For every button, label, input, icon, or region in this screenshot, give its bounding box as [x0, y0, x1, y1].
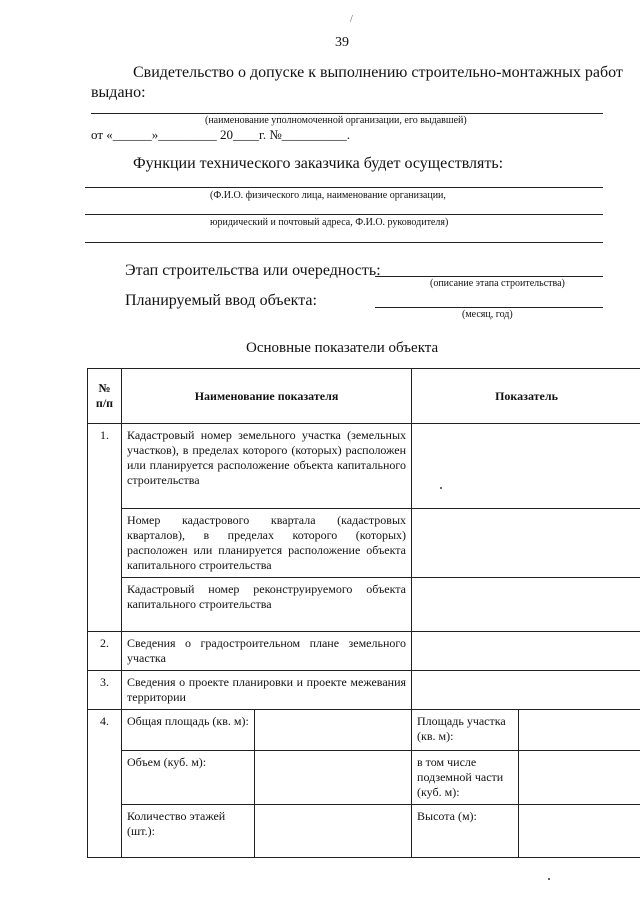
table-row — [88, 710, 640, 751]
row-value-cell — [412, 509, 640, 578]
customer-caption-1: (Ф.И.О. физического лица, наименование организации, — [210, 190, 446, 201]
row-label: Сведения о градостроительном плане земельного участка — [122, 632, 412, 671]
commission-label: Планируемый ввод объекта: — [125, 292, 317, 309]
pair-right-label: в том числе подземной части (куб. м): — [412, 751, 519, 805]
scan-speck — [440, 487, 442, 489]
commission-line — [375, 307, 603, 308]
commission-caption: (месяц, год) — [462, 309, 513, 320]
row-num: 3. — [88, 671, 122, 710]
permit-issued-label: выдано: — [91, 84, 146, 101]
permit-org-caption: (наименование уполномоченной организации, его выдавшей) — [205, 115, 467, 126]
table-row — [88, 578, 640, 632]
customer-line-2 — [85, 214, 603, 215]
pair-left-label: Общая площадь (кв. м): — [122, 710, 255, 751]
pair-left-label: Объем (куб. м): — [122, 751, 255, 805]
row-label: Кадастровый номер земельного участка (земельных участков), в пределах которого (которых) расположен или планируется расположение объекта капитального строительства — [122, 424, 412, 509]
row-label: Сведения о проекте планировки и проекте межевания территории — [122, 671, 412, 710]
customer-caption-2: юридический и почтовый адреса, Ф.И.О. руководителя) — [210, 217, 449, 228]
pair-right-label: Высота (м): — [412, 805, 519, 858]
permit-title: Свидетельство о допуске к выполнению строительно-монтажных работ — [133, 64, 623, 81]
stage-line — [375, 276, 603, 277]
row-value-cell — [412, 424, 640, 509]
customer-title: Функции технического заказчика будет осуществлять: — [133, 155, 504, 172]
pair-left-label: Количество этажей (шт.): — [122, 805, 255, 858]
row-num: 2. — [88, 632, 122, 671]
scan-speck — [548, 878, 550, 880]
stage-label: Этап строительства или очередность: — [125, 262, 381, 279]
row-value-cell — [412, 671, 640, 710]
pair-right-value — [519, 805, 640, 858]
header-num: № п/п — [88, 369, 122, 424]
indicators-table — [87, 368, 640, 858]
table-row — [88, 632, 640, 671]
header-name: Наименование показателя — [122, 369, 412, 424]
table-row — [88, 424, 640, 509]
row-num: 1. — [88, 424, 122, 632]
pair-right-value — [519, 751, 640, 805]
customer-line-3 — [85, 242, 603, 243]
page-number: 39 — [335, 35, 349, 50]
row-num: 4. — [88, 710, 122, 858]
indicators-title: Основные показатели объекта — [246, 340, 439, 356]
permit-date-line: от «______»_________ 20____г. №__________. — [91, 127, 351, 142]
stage-caption: (описание этапа строительства) — [430, 278, 565, 289]
row-value-cell — [412, 578, 640, 632]
table-row — [88, 805, 640, 858]
row-label: Номер кадастрового квартала (кадастровых кварталов), в пределах которого (которых) расположен или планируется расположение объекта капитального строительства — [122, 509, 412, 578]
pair-left-value — [255, 751, 412, 805]
page-mark: / — [350, 14, 353, 25]
table-header-row — [88, 369, 640, 424]
header-value: Показатель — [412, 369, 640, 424]
table-row — [88, 671, 640, 710]
row-label: Кадастровый номер реконструируемого объекта капитального строительства — [122, 578, 412, 632]
table-row — [88, 751, 640, 805]
pair-right-value — [519, 710, 640, 751]
pair-right-label: Площадь участка (кв. м): — [412, 710, 519, 751]
permit-org-line — [91, 113, 603, 114]
table-row — [88, 509, 640, 578]
pair-left-value — [255, 805, 412, 858]
pair-left-value — [255, 710, 412, 751]
row-value-cell — [412, 632, 640, 671]
customer-line-1 — [85, 187, 603, 188]
